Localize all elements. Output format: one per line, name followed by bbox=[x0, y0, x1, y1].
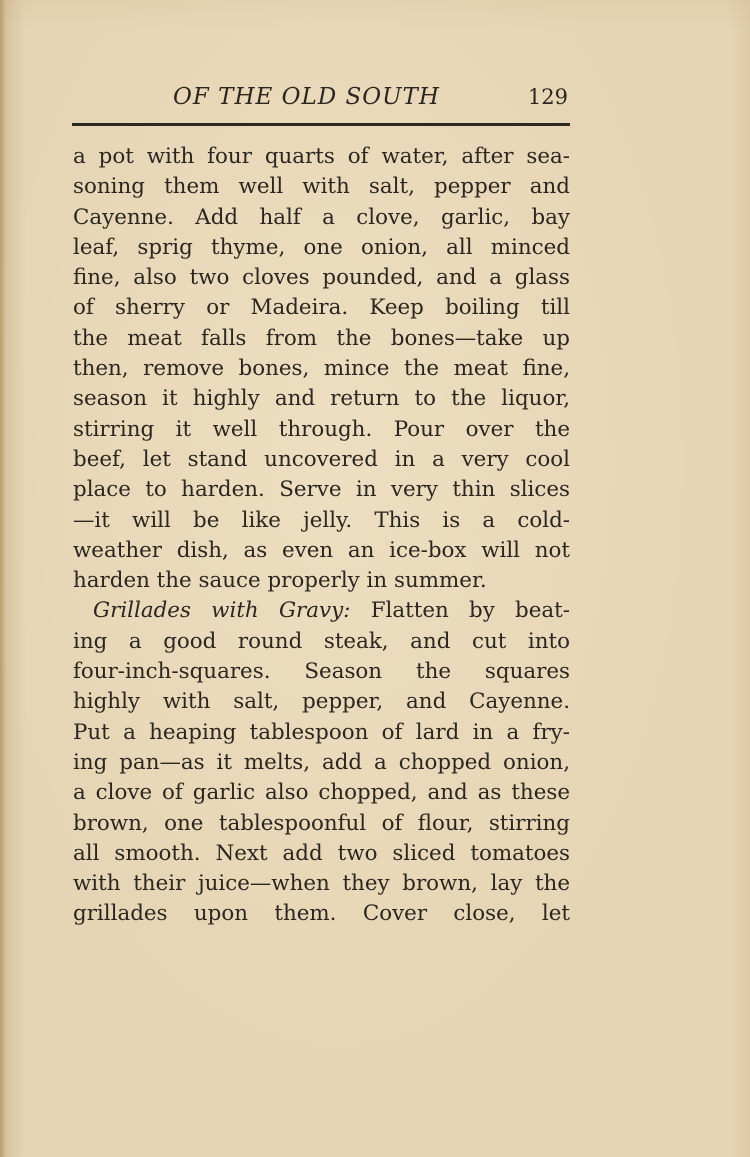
text-line: of sherry or Madeira. Keep boiling till bbox=[73, 295, 570, 321]
page-gutter-shadow bbox=[0, 0, 6, 1157]
text-line: place to harden. Serve in very thin slices bbox=[73, 477, 570, 503]
text-line: fine, also two cloves pounded, and a glass bbox=[73, 265, 570, 291]
text-line: —it will be like jelly. This is a cold- bbox=[73, 507, 570, 533]
text-line: Put a heaping tablespoon of lard in a fry- bbox=[73, 719, 570, 745]
text-line: harden the sauce properly in summer. bbox=[73, 568, 487, 594]
text-line: a clove of garlic also chopped, and as these bbox=[73, 780, 570, 806]
text-line: ing pan—as it melts, add a chopped onion, bbox=[73, 749, 570, 775]
text-line: with their juice—when they brown, lay the bbox=[73, 871, 570, 897]
page-number: 129 bbox=[527, 85, 568, 109]
text-line: ing a good round steak, and cut into bbox=[73, 628, 570, 654]
running-head bbox=[72, 84, 570, 118]
header-rule bbox=[72, 123, 570, 126]
text-line: weather dish, as even an ice-box will not bbox=[73, 537, 570, 563]
text-line: all smooth. Next add two sliced tomatoes bbox=[73, 840, 570, 866]
text-line: a pot with four quarts of water, after sea- bbox=[73, 144, 570, 169]
text-line: grillades upon them. Cover close, let bbox=[73, 901, 570, 927]
recipe-title: Grillades with Gravy: bbox=[93, 598, 351, 624]
text-line: highly with salt, pepper, and Cayenne. bbox=[73, 689, 570, 715]
text-line: then, remove bones, mince the meat fine, bbox=[73, 356, 570, 382]
text-line: Cayenne. Add half a clove, garlic, bay bbox=[73, 204, 570, 230]
body-text bbox=[73, 142, 570, 930]
text-line-run: Flatten by beat- bbox=[370, 598, 570, 624]
text-line: leaf, sprig thyme, one onion, all minced bbox=[73, 234, 570, 260]
text-line: four-inch-squares. Season the squares bbox=[73, 659, 570, 685]
text-line: season it highly and return to the liquor, bbox=[73, 386, 570, 412]
text-line: beef, let stand uncovered in a very cool bbox=[73, 446, 570, 472]
running-title: OF THE OLD SOUTH bbox=[173, 84, 440, 110]
text-line: the meat falls from the bones—take up bbox=[73, 325, 570, 351]
text-line: brown, one tablespoonful of flour, stirring bbox=[73, 810, 570, 836]
recipe-first-line bbox=[73, 596, 570, 626]
text-line: stirring it well through. Pour over the bbox=[73, 416, 570, 442]
text-line: soning them well with salt, pepper and bbox=[73, 174, 570, 200]
